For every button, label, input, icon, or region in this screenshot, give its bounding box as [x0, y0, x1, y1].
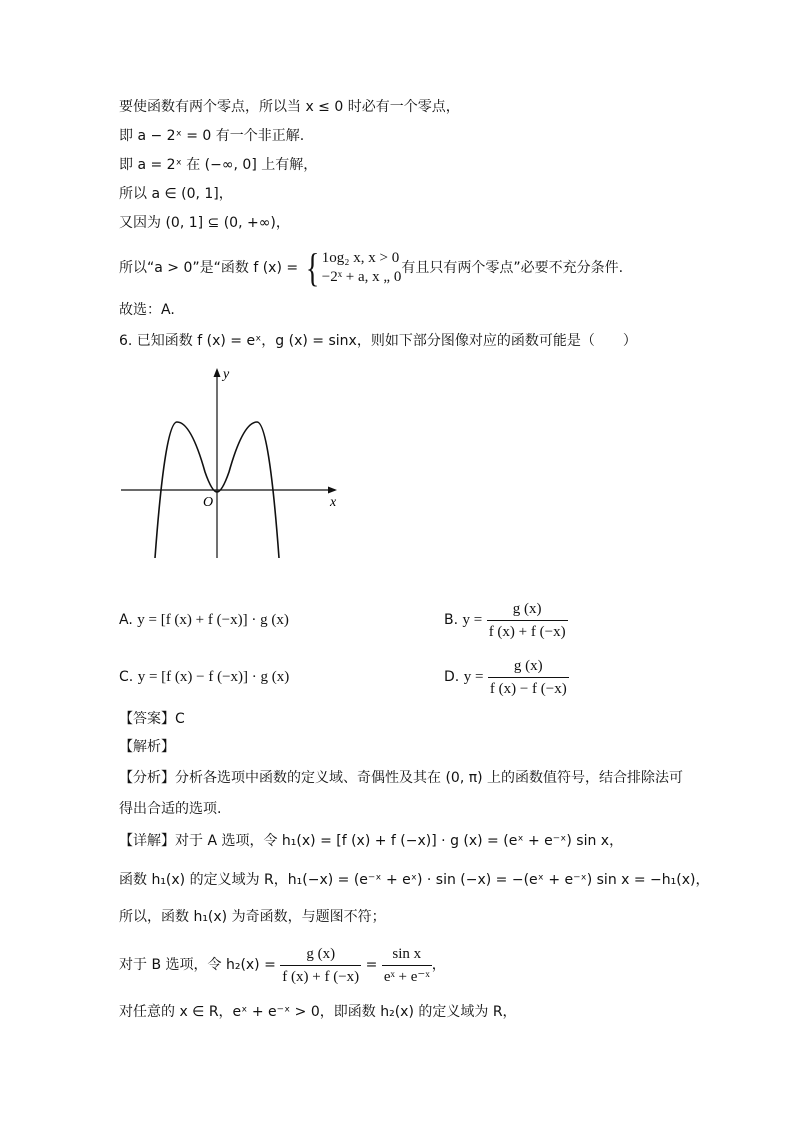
solution-line-5: 又因为 (0, 1] ⊆ (0, +∞)，: [119, 215, 290, 231]
detail-b-fraction-2: [382, 944, 432, 987]
detail-b-numerator-2: sin x: [382, 944, 432, 966]
fenxi-text-1: 分析各选项中函数的定义域、奇偶性及其在 (0, π) 上的函数值符号，结合排除法可: [175, 770, 684, 786]
option-a[interactable]: [119, 610, 289, 630]
line6-suffix: 有且只有两个零点”必要不充分条件.: [401, 260, 624, 276]
option-d-denominator: f (x) − f (−x): [489, 680, 567, 697]
fenxi-tag: 【分析】: [119, 770, 175, 786]
solution-line-2: 即 a − 2ˣ = 0 有一个非正解.: [119, 128, 305, 144]
option-b-lhs: y =: [462, 612, 483, 628]
detail-line-b2: 对任意的 x ∈ R，eˣ + e⁻ˣ > 0，即函数 h₂(x) 的定义域为 R，: [119, 1004, 517, 1020]
detail-a1: 对于 A 选项，令 h₁(x) = [f (x) + f (−x)] · g (x) = (eˣ + e⁻ˣ) sin x，: [175, 833, 624, 849]
option-c-label: C.: [119, 669, 134, 685]
option-d-numerator: g (x): [488, 656, 569, 678]
question-stem: 6. 已知函数 f (x) = eˣ，g (x) = sinx，则如下部分图像对应的函数可能是（ ）: [119, 333, 637, 349]
detail-b-denominator-2: eˣ + e⁻ˣ: [383, 968, 430, 985]
case-2: −2ˣ + a, x „ 0: [321, 269, 402, 285]
case-1: 1og₂ x, x > 0: [321, 250, 400, 266]
fenxi-line-1: [119, 768, 683, 788]
answer-value: C: [175, 711, 185, 727]
detail-tag: 【详解】: [119, 833, 175, 849]
option-b-denominator: f (x) + f (−x): [488, 623, 566, 640]
piecewise-cases: [322, 249, 402, 287]
solution-line-4: 所以 a ∈ (0, 1]，: [119, 186, 233, 202]
detail-line-a1: [119, 831, 623, 851]
function-graph: [115, 362, 355, 562]
detail-line-a2: 函数 h₁(x) 的定义域为 R，h₁(−x) = (e⁻ˣ + eˣ) · sin (−x) = −(eˣ + e⁻ˣ) sin x = −h₁(x)，: [119, 872, 710, 888]
solution-line-1: 要使函数有两个零点，所以当 x ≤ 0 时必有一个零点，: [119, 99, 460, 115]
choice-line: 故选：A.: [119, 302, 175, 318]
option-c[interactable]: [119, 667, 289, 687]
x-axis-arrow-icon: [328, 487, 337, 494]
detail-b-equals: =: [361, 957, 382, 973]
left-brace-icon: {: [305, 245, 319, 290]
detail-b-suffix: ，: [431, 957, 446, 973]
x-axis-label: x: [330, 495, 337, 510]
solution-line-6: [119, 245, 624, 290]
detail-line-a3: 所以，函数 h₁(x) 为奇函数，与题图不符；: [119, 909, 386, 925]
line6-prefix: 所以“a > 0”是“函数 f (x) =: [119, 260, 303, 276]
origin-label: O: [203, 495, 214, 510]
detail-b-numerator-1: g (x): [280, 944, 361, 966]
analysis-tag: 【解析】: [119, 739, 175, 755]
solution-line-3: 即 a = 2ˣ 在 (−∞, 0] 上有解，: [119, 157, 318, 173]
option-a-expr: y = [f (x) + f (−x)] · g (x): [137, 612, 289, 628]
answer-tag: 【答案】: [119, 711, 175, 727]
answer-line: [119, 709, 185, 729]
detail-b-denominator-1: f (x) + f (−x): [282, 968, 360, 985]
fenxi-line-2: 得出合适的选项.: [119, 801, 222, 817]
option-d-lhs: y =: [463, 669, 484, 685]
option-b-numerator: g (x): [487, 599, 568, 621]
option-b-fraction: [487, 599, 568, 642]
option-d-label: D.: [444, 669, 460, 685]
detail-b-fraction-1: [280, 944, 361, 987]
option-d-fraction: [488, 656, 569, 699]
y-axis-label: y: [223, 367, 230, 382]
option-d[interactable]: [444, 654, 569, 700]
option-b-label: B.: [444, 612, 459, 628]
option-b[interactable]: [444, 597, 568, 643]
y-axis-arrow-icon: [214, 368, 221, 377]
detail-line-b1: [119, 942, 446, 988]
option-a-label: A.: [119, 612, 133, 628]
detail-b-prefix: 对于 B 选项，令 h₂(x) =: [119, 957, 281, 973]
option-c-expr: y = [f (x) − f (−x)] · g (x): [137, 669, 290, 685]
